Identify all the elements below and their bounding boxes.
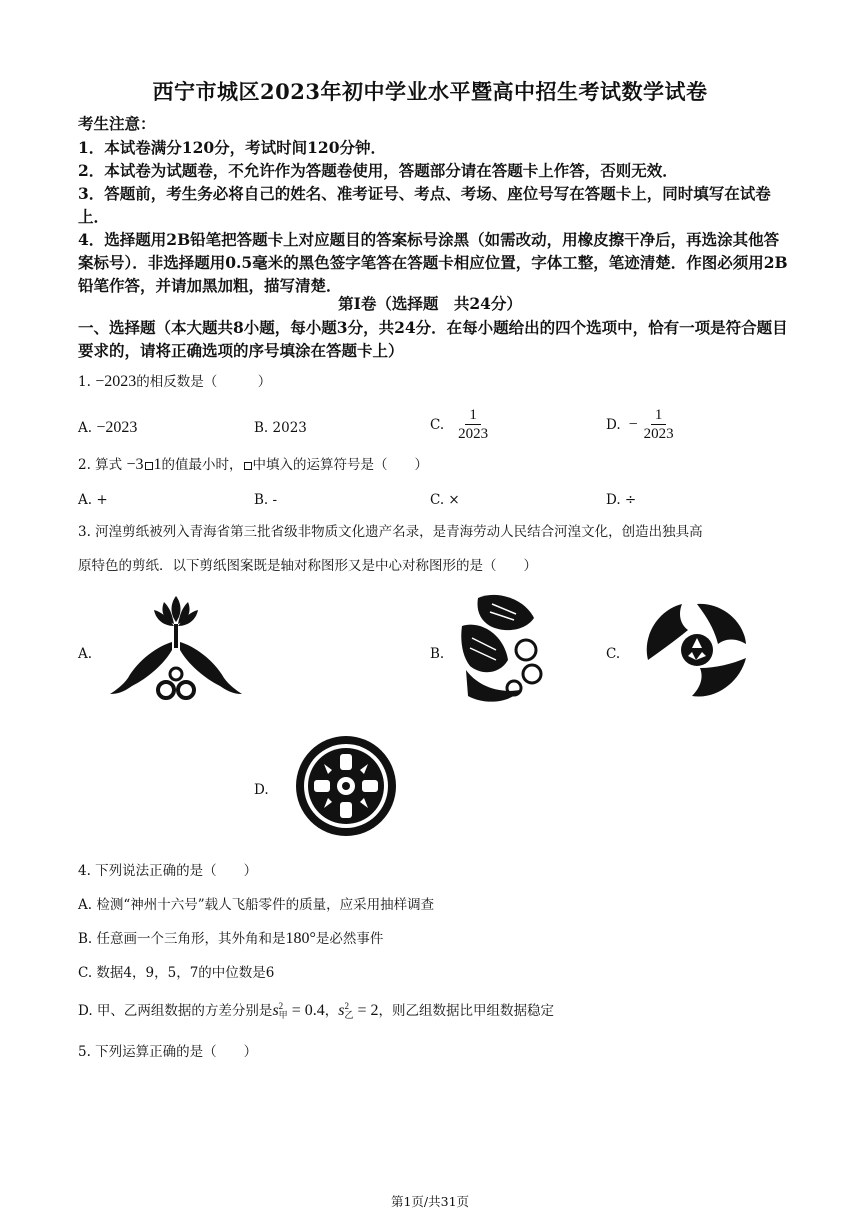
q4-option-a[interactable]: A. 检测“神州十六号”载人飞船零件的质量，应采用抽样调查 <box>78 897 435 913</box>
q3-option-a[interactable]: A. <box>78 646 93 662</box>
option-label: C. <box>430 416 445 433</box>
q1-option-d[interactable] <box>606 406 678 443</box>
fraction-numerator: 1 <box>465 406 481 425</box>
math-value: = 2 <box>357 1002 379 1019</box>
notice-item-4: 4．选择题用2B铅笔把答题卡上对应题目的答案标号涂黑（如需改动，用橡皮擦干净后，再选涂其他答案标号）．非选择题用0.5毫米的黑色签字笔答在答题卡相应位置，字体工整，笔迹清楚．作图必须用2B铅笔作答，并请加黑加粗，描写清楚． <box>78 230 788 295</box>
q3-option-b[interactable]: B. <box>430 646 445 662</box>
option-text: B. 任意画一个三角形，其外角和是 <box>78 931 286 947</box>
papercut-double-fish-image <box>456 590 548 710</box>
math-value: = 0.4 <box>291 1002 325 1019</box>
blank-square-icon <box>145 462 153 470</box>
fraction-numerator: 1 <box>651 406 667 425</box>
q4-option-b[interactable] <box>78 929 383 949</box>
notice-item-1: 1．本试卷满分120分，考试时间120分钟． <box>78 138 386 157</box>
q2-prefix: 2. 算式 <box>78 457 123 473</box>
papercut-lotus-fish-image <box>108 594 244 706</box>
page-footer: 第1页/共31页 <box>390 1194 470 1209</box>
section-instruction: 一、选择题（本大题共8小题，每小题3分，共24分．在每小题给出的四个选项中，恰有一项是符合题目要求的，请将正确选项的序号填涂在答题卡上） <box>78 318 788 360</box>
angle-value: 180° <box>285 930 316 947</box>
option-value: 2023 <box>272 420 307 436</box>
option-text: ，则乙组数据比甲组数据稳定 <box>378 1003 554 1019</box>
q2-text: 的值最小时， <box>161 457 243 473</box>
q1-option-c[interactable] <box>430 406 492 443</box>
papercut-triskelion-image <box>640 598 754 702</box>
option-text: D. 甲、乙两组数据的方差分别是 <box>78 1003 273 1019</box>
minus-sign: − <box>628 415 638 433</box>
question-4-stem: 4. 下列说法正确的是（ ） <box>78 863 258 879</box>
subscript: 乙 <box>344 1010 354 1021</box>
question-2-stem <box>78 455 428 475</box>
notice-item-2: 2．本试卷为试题卷，不允许作为答题卷使用，答题部分请在答题卡上作答，否则无效． <box>78 161 678 180</box>
question-1-stem <box>78 372 271 392</box>
q1-number: 1. <box>78 374 91 390</box>
q2-option-b[interactable]: B. - <box>254 492 278 508</box>
q3-option-c[interactable]: C. <box>606 646 621 662</box>
notice-item-3: 3．答题前，考生务必将自己的姓名、准考证号、考点、考场、座位号写在答题卡上，同时填写在试卷上． <box>78 184 771 226</box>
papercut-round-medallion-image <box>294 734 398 838</box>
option-label: D. <box>606 416 621 433</box>
q2-text-2: 中填入的运算符号是（ ） <box>252 457 428 473</box>
option-text: 是必然事件 <box>315 931 384 947</box>
question-5-stem: 5. 下列运算正确的是（ ） <box>78 1044 258 1060</box>
variance-jia <box>272 1002 324 1019</box>
subscript: 甲 <box>278 1010 288 1021</box>
math-symbol: s <box>338 1002 345 1019</box>
q2-option-c[interactable]: C. × <box>430 492 460 508</box>
part-heading: 第Ⅰ卷（选择题 共24分） <box>338 294 522 313</box>
option-label: B. <box>254 420 269 436</box>
q1-option-b[interactable] <box>254 418 307 438</box>
fraction-denominator: 2023 <box>643 426 674 442</box>
exam-title: 西宁市城区2023年初中学业水平暨高中招生考试数学试卷 <box>152 79 708 104</box>
q4-option-d[interactable] <box>78 1001 554 1021</box>
q1-text: 的相反数是（ ） <box>136 374 272 390</box>
question-3-line-1: 3. 河湟剪纸被列入青海省第三批省级非物质文化遗产名录，是青海劳动人民结合河湟文化，创造出独具高 <box>78 524 703 540</box>
option-value: −2023 <box>96 419 138 436</box>
blank-square-icon <box>244 462 252 470</box>
q2-expr-right: 1 <box>153 456 162 473</box>
question-3-line-2: 原特色的剪纸．以下剪纸图案既是轴对称图形又是中心对称图形的是（ ） <box>78 558 537 574</box>
q1-expression: −2023 <box>95 373 137 390</box>
q2-option-a[interactable]: A. + <box>78 492 108 508</box>
q1-option-a[interactable] <box>78 418 137 438</box>
superscript: 2 <box>344 1001 349 1012</box>
fraction-denominator: 2023 <box>458 426 489 442</box>
superscript: 2 <box>278 1001 284 1012</box>
fraction <box>640 406 678 443</box>
variance-yi <box>338 1002 378 1019</box>
notice-heading: 考生注意： <box>78 114 156 133</box>
q3-option-d[interactable]: D. <box>254 782 269 798</box>
q2-option-d[interactable]: D. ÷ <box>606 492 637 508</box>
fraction <box>454 406 492 443</box>
option-label: A. <box>78 420 93 436</box>
separator: ， <box>324 1003 339 1019</box>
q4-option-c[interactable]: C. 数据4，9，5，7的中位数是6 <box>78 965 275 981</box>
q2-expr-left: −3 <box>126 456 144 473</box>
math-symbol: s <box>272 1002 279 1019</box>
